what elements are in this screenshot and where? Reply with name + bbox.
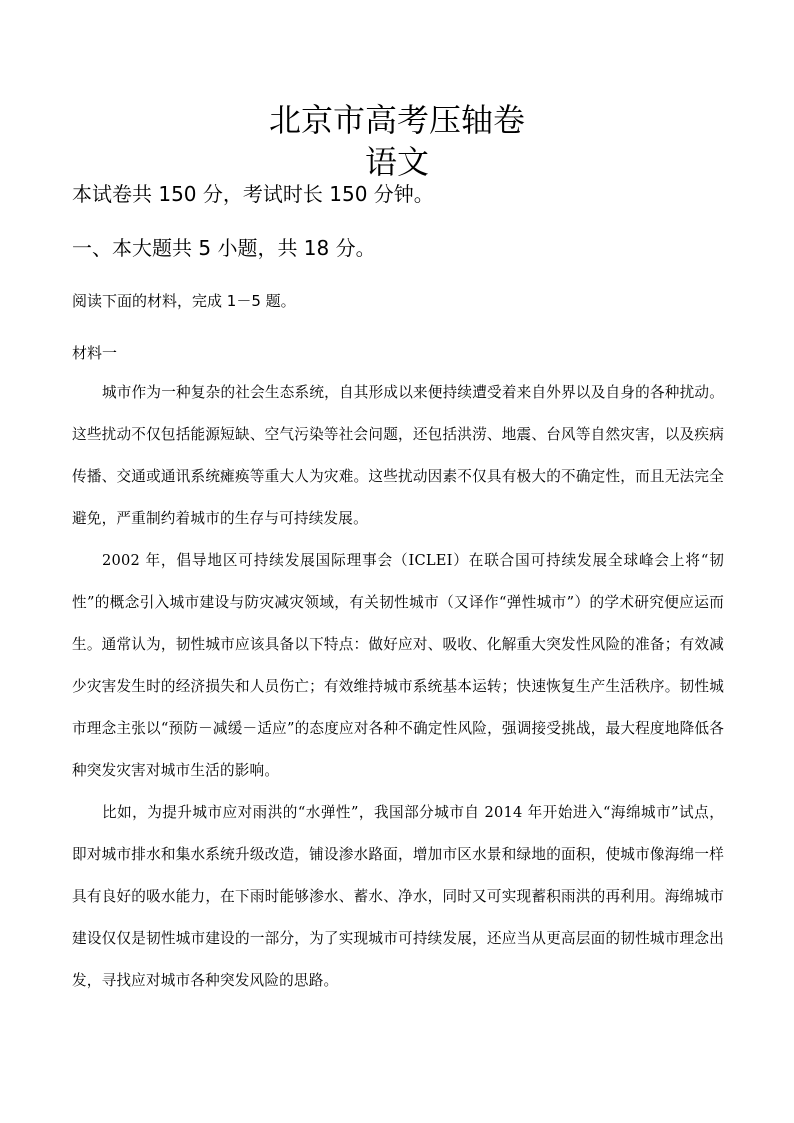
document-title: 北京市高考压轴卷 xyxy=(268,101,525,139)
paragraph: 城市作为一种复杂的社会生态系统，自其形成以来便持续遭受着来自外界以及自身的各种扰动。这些扰动不仅包括能源短缺、空气污染等社会问题，还包括洪涝、地震、台风等自然灾害，以及疾病传播、交通或通讯系统瘫痪等重大人为灾难。这些扰动因素不仅具有极大的不确定性，而且无法完全避免，严重制约着城市的生存与可持续发展。 xyxy=(72,384,724,527)
section-heading: 一、本大题共 5 小题，共 18 分。 xyxy=(72,236,376,260)
material-label: 材料一 xyxy=(72,344,118,362)
document-subtitle: 语文 xyxy=(364,143,429,181)
reading-instruction: 阅读下面的材料，完成 1－5 题。 xyxy=(72,292,296,310)
exam-note: 本试卷共 150 分，考试时长 150 分钟。 xyxy=(72,182,434,206)
paragraph: 2002 年，倡导地区可持续发展国际理事会（ICLEI）在联合国可持续发展全球峰会上将“韧性”的概念引入城市建设与防灾减灾领域，有关韧性城市（又译作“弹性城市”）的学术研究便应运而生。通常认为，韧性城市应该具备以下特点：做好应对、吸收、化解重大突发性风险的准备；有效减少灾害发生时的经济损失和人员伤亡；有效维持城市系统基本运转；快速恢复生产生活秩序。韧性城市理念主张以“预防－减缓－适应”的态度应对各种不确定性风险，强调接受挑战，最大程度地降低各种突发灾害对城市生活的影响。 xyxy=(72,552,724,779)
paragraph: 比如，为提升城市应对雨洪的“水弹性”，我国部分城市自 2014 年开始进入“海绵城市”试点，即对城市排水和集水系统升级改造，铺设渗水路面，增加市区水景和绿地的面积，使城市像海绵一样具有良好的吸水能力，在下雨时能够渗水、蓄水、净水，同时又可实现蓄积雨洪的再利用。海绵城市建设仅仅是韧性城市建设的一部分，为了实现城市可持续发展，还应当从更高层面的韧性城市理念出发，寻找应对城市各种突发风险的思路。 xyxy=(72,804,724,989)
